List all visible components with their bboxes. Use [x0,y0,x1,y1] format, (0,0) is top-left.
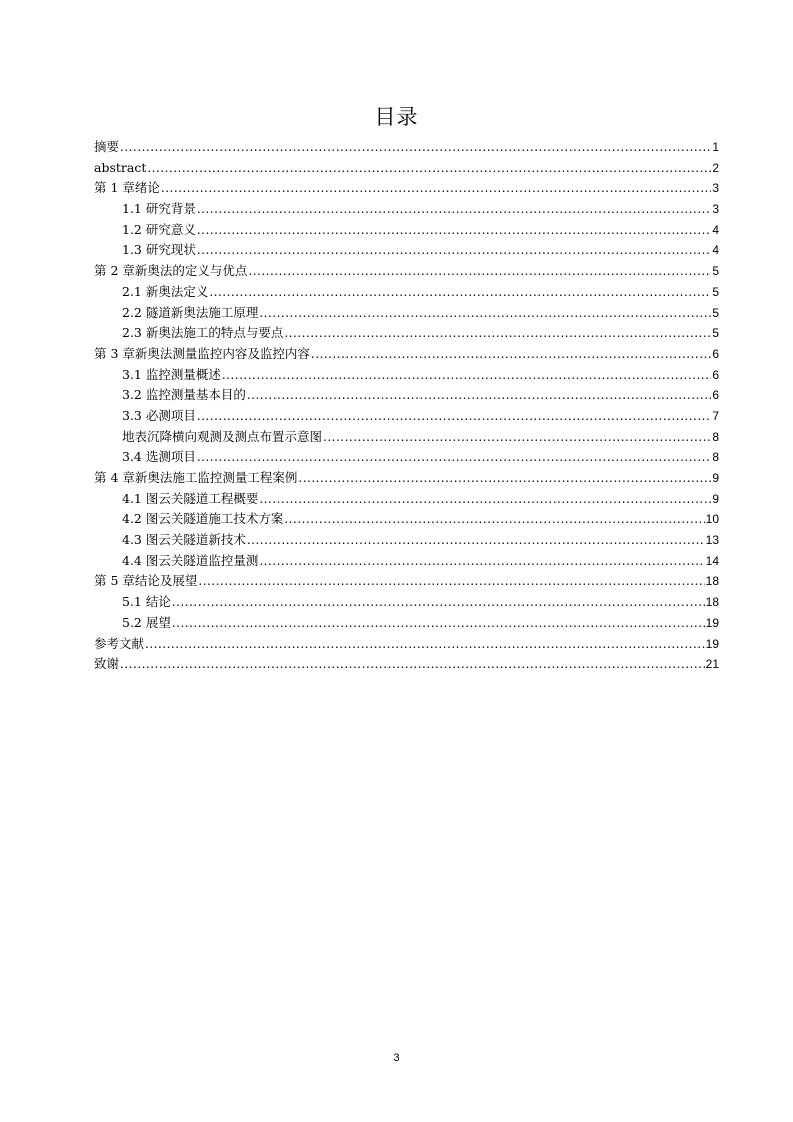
toc-entry[interactable] [94,323,719,344]
toc-entry-label: 3.4 选测项目 [122,449,196,465]
page-title: 目录 [374,105,419,129]
toc-entry-page: 10 [705,512,719,527]
toc-entry-label: 1.3 研究现状 [122,242,196,258]
toc-entry[interactable] [94,365,719,386]
toc-entry-label: 第 5 章结论及展望 [94,573,198,589]
toc-leader-dots [172,592,705,613]
toc-leader-dots [311,344,711,365]
toc-entry-label: 1.1 研究背景 [122,201,196,217]
toc-leader-dots [259,551,704,572]
toc-entry-label: 4.2 图云关隧道施工技术方案 [122,511,284,527]
toc-entry-label: 3.3 必测项目 [122,407,196,423]
toc-entry-label: 第 3 章新奥法测量监控内容及监控内容 [94,345,310,361]
toc-entry-page: 13 [705,533,719,548]
toc-leader-dots [198,571,704,592]
toc-entry[interactable] [94,613,719,634]
toc-entry-page: 21 [705,657,719,672]
toc-entry[interactable] [94,427,719,448]
toc-entry[interactable] [94,406,719,427]
toc-entry-label: 5.2 展望 [122,614,171,630]
toc-entry[interactable] [94,654,719,675]
toc-leader-dots [145,634,705,655]
toc-entry-label: 1.2 研究意义 [122,221,196,237]
toc-entry-page: 18 [705,574,719,589]
toc-entry-page: 4 [712,222,719,237]
toc-leader-dots [284,509,704,530]
toc-entry-page: 2 [712,160,719,175]
toc-leader-dots [298,468,711,489]
toc-entry-page: 5 [712,305,719,320]
toc-leader-dots [247,385,711,406]
toc-leader-dots [197,240,711,261]
toc-leader-dots [120,654,705,675]
toc-leader-dots [197,199,711,220]
toc-entry-label: 2.2 隧道新奥法施工原理 [122,304,259,320]
toc-leader-dots [284,323,711,344]
toc-leader-dots [247,530,705,551]
toc-leader-dots [197,220,711,241]
toc-entry[interactable] [94,261,719,282]
toc-entry[interactable] [94,282,719,303]
toc-entry[interactable] [94,178,719,199]
toc-leader-dots [222,365,711,386]
toc-entry[interactable] [94,509,719,530]
toc-entry-page: 7 [712,408,719,423]
toc-entry-page: 1 [712,140,719,154]
toc-entry-label: 5.1 结论 [122,594,171,610]
toc-leader-dots [209,282,711,303]
toc-entry-page: 6 [712,346,719,361]
toc-entry[interactable] [94,489,719,510]
toc-leader-dots [259,489,711,510]
toc-entry-page: 5 [712,326,719,341]
toc-entry[interactable] [94,468,719,489]
toc-entry-page: 5 [712,284,719,299]
toc-entry-page: 19 [705,615,719,630]
toc-leader-dots [197,406,711,427]
toc-leader-dots [248,261,711,282]
toc-leader-dots [172,613,705,634]
toc-entry-page: 4 [712,243,719,258]
toc-entry-label: 摘要 [94,139,120,154]
toc-entry-label: 4.4 图云关隧道监控量测 [122,552,259,568]
toc-entry[interactable] [94,220,719,241]
toc-entry-page: 8 [712,450,719,465]
toc-entry-label: 地表沉降横向观测及测点布置示意图 [122,428,323,444]
toc-entry[interactable] [94,199,719,220]
toc-entry-label: 参考文献 [94,635,145,651]
toc-entry[interactable] [94,303,719,324]
toc-entry-page: 19 [705,636,719,651]
toc-entry[interactable] [94,571,719,592]
toc-entry-label: abstract [94,159,147,175]
toc-entry[interactable] [94,344,719,365]
page-number: 3 [393,1052,400,1064]
toc-entry-page: 9 [712,491,719,506]
toc-entry-page: 14 [705,553,719,568]
toc-entry[interactable] [94,447,719,468]
toc-entry[interactable] [94,240,719,261]
toc-entry-page: 3 [712,181,719,196]
toc-entry-label: 第 1 章绪论 [94,180,160,196]
toc-entry-label: 2.1 新奥法定义 [122,283,209,299]
toc-entry[interactable] [94,385,719,406]
toc-entry-label: 3.1 监控测量概述 [122,366,221,382]
toc-entry[interactable] [94,530,719,551]
toc-entry-label: 第 4 章新奥法施工监控测量工程案例 [94,470,298,485]
toc-entry[interactable] [94,592,719,613]
toc-entry[interactable] [94,137,719,158]
toc-entry[interactable] [94,158,719,179]
toc-entry-label: 2.3 新奥法施工的特点与要点 [122,325,284,341]
toc-leader-dots [259,303,711,324]
toc-leader-dots [120,137,711,158]
toc-entry[interactable] [94,551,719,572]
toc-entry-page: 5 [712,264,719,279]
toc-entry-page: 6 [712,367,719,382]
toc-leader-dots [147,158,711,179]
toc-entry-label: 第 2 章新奥法的定义与优点 [94,263,248,279]
toc-leader-dots [323,427,711,448]
toc-entry-label: 4.3 图云关隧道新技术 [122,532,246,548]
toc-leader-dots [161,178,711,199]
toc-entry-page: 6 [712,388,719,403]
table-of-contents [94,137,719,675]
toc-entry-page: 3 [712,202,719,217]
toc-entry[interactable] [94,634,719,655]
toc-entry-page: 9 [712,471,719,485]
toc-entry-page: 8 [712,429,719,444]
toc-entry-label: 4.1 图云关隧道工程概要 [122,490,259,506]
toc-entry-page: 18 [705,595,719,610]
toc-entry-label: 3.2 监控测量基本目的 [122,387,246,403]
toc-entry-label: 致谢 [94,656,120,672]
toc-leader-dots [197,447,711,468]
